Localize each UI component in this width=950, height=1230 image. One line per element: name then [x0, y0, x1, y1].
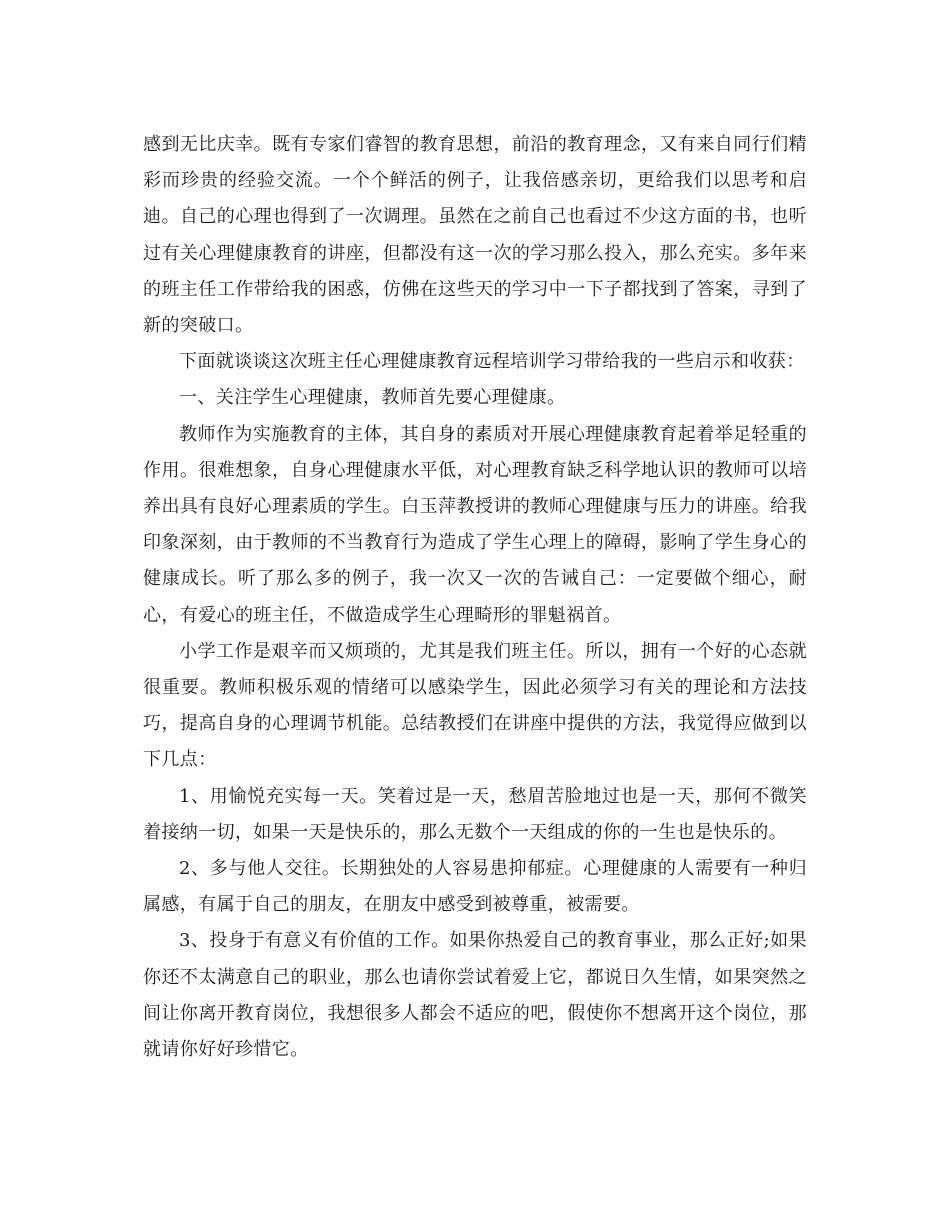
paragraph-teacher-role: 教师作为实施教育的主体，其自身的素质对开展心理健康教育起着举足轻重的作用。很难想象，自身心理健康水平低，对心理教育缺乏科学地认识的教师可以培养出具有良好心理素质的学生。白玉萍教授讲的教师心理健康与压力的讲座。给我印象深刻，由于教师的不当教育行为造成了学生心理上的障碍，影响了学生身心的健康成长。听了那么多的例子，我一次又一次的告诫自己：一定要做个细心，耐心，有爱心的班主任，不做造成学生心理畸形的罪魁祸首。: [143, 423, 807, 626]
list-item-2: 2、多与他人交往。长期独处的人容易患抑郁症。心理健康的人需要有一种归属感，有属于自己的朋友，在朋友中感受到被尊重，被需要。: [143, 858, 807, 916]
paragraph-intro: 下面就谈谈这次班主任心理健康教育远程培训学习带给我的一些启示和收获：: [179, 351, 805, 373]
document-body: [143, 127, 807, 1068]
paragraph-attitude: 小学工作是艰辛而又烦琐的，尤其是我们班主任。所以，拥有一个好的心态就很重要。教师积极乐观的情绪可以感染学生，因此必须学习有关的理论和方法技巧，提高自身的心理调节机能。总结教授们在讲座中提供的方法，我觉得应做到以下几点：: [143, 640, 807, 771]
list-item-3: 3、投身于有意义有价值的工作。如果你热爱自己的教育事业，那么正好;如果你还不太满意自己的职业，那么也请你尝试着爱上它，都说日久生情，如果突然之间让你离开教育岗位，我想很多人都会不适应的吧，假使你不想离开这个岗位，那就请你好好珍惜它。: [143, 930, 807, 1061]
list-item-1: 1、用愉悦充实每一天。笑着过是一天，愁眉苦脸地过也是一天，那何不微笑着接纳一切，如果一天是快乐的，那么无数个一天组成的你的一生也是快乐的。: [143, 785, 807, 843]
section-heading-1: 一、关注学生心理健康，教师首先要心理健康。: [179, 387, 566, 409]
paragraph-continuation: 感到无比庆幸。既有专家们睿智的教育思想，前沿的教育理念，又有来自同行们精彩而珍贵的经验交流。一个个鲜活的例子，让我倍感亲切，更给我们以思考和启迪。自己的心理也得到了一次调理。虽然在之前自己也看过不少这方面的书，也听过有关心理健康教育的讲座，但都没有这一次的学习那么投入，那么充实。多年来的班主任工作带给我的困惑，仿佛在这些天的学习中一下子都找到了答案，寻到了新的突破口。: [143, 134, 807, 337]
